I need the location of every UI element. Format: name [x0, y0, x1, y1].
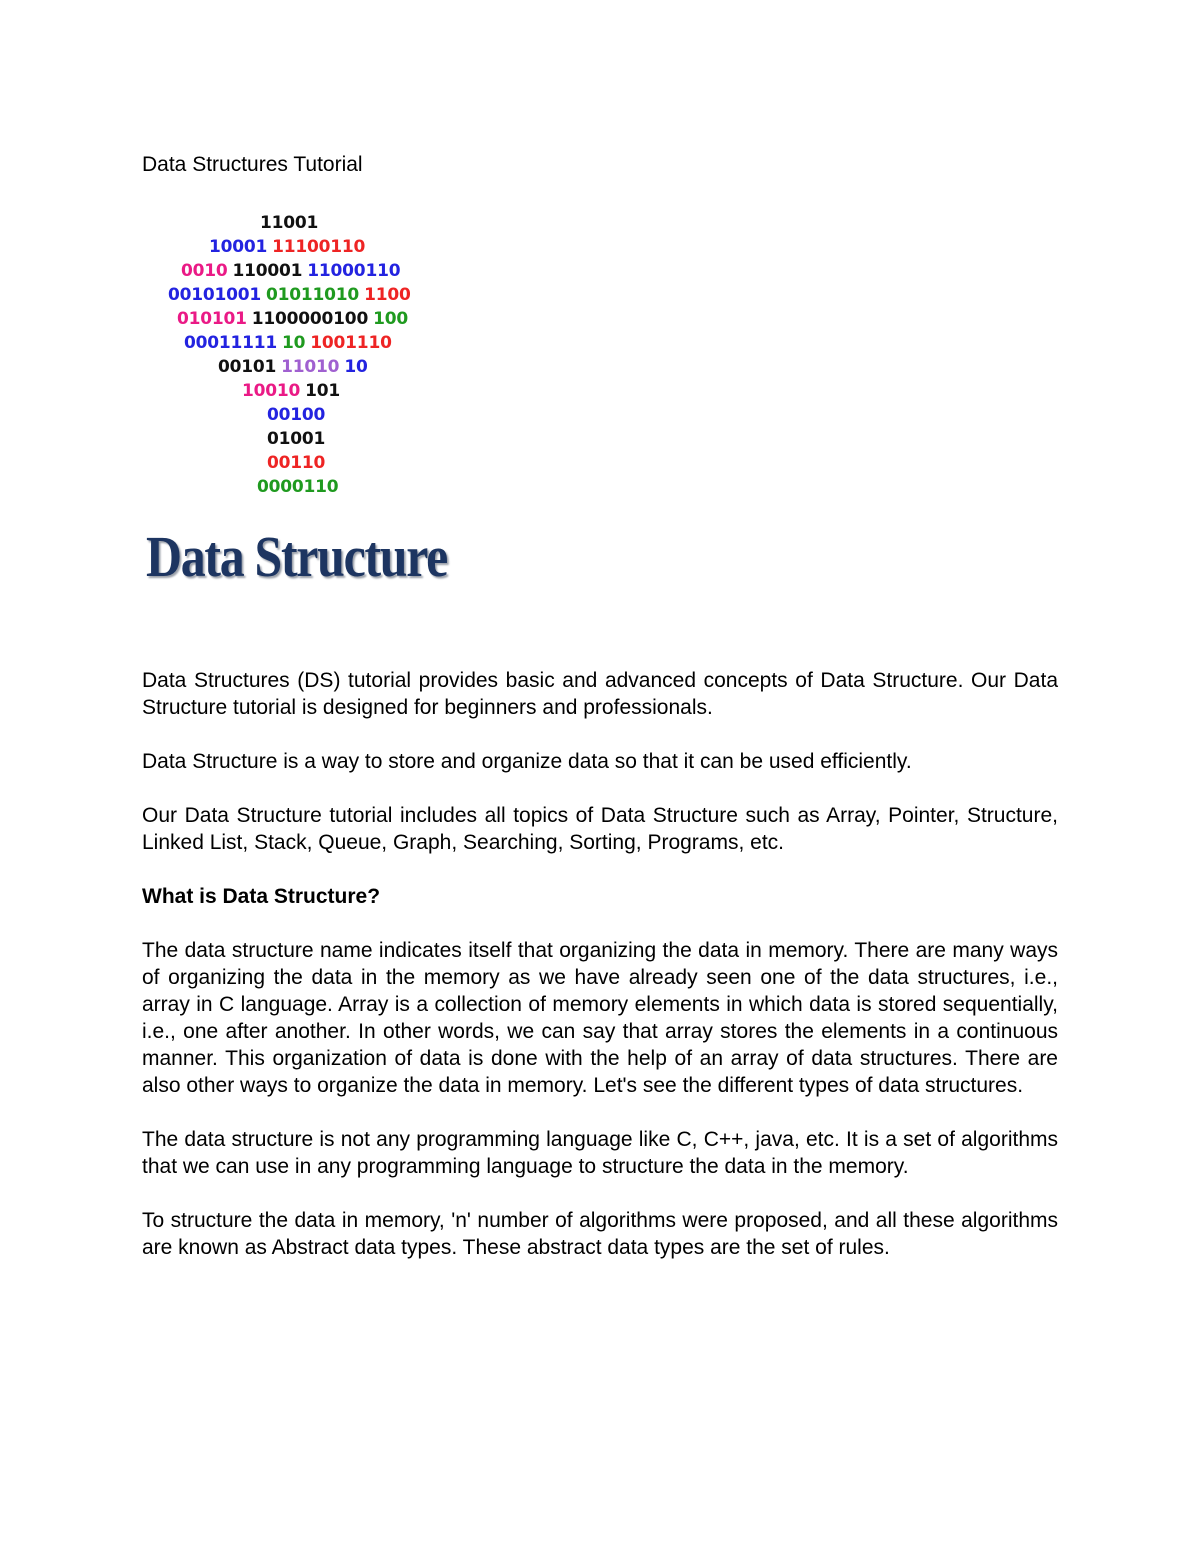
binary-token: 10	[282, 333, 306, 353]
binary-row	[184, 332, 392, 354]
intro-paragraph: Our Data Structure tutorial includes all topics of Data Structure such as Array, Pointer, Structure, Linked List, Stack, Queue, Graph, Searching, Sorting, Programs, etc.	[142, 804, 1058, 854]
binary-row	[218, 356, 368, 378]
binary-row	[267, 428, 325, 450]
binary-token: 1100000100	[251, 309, 369, 329]
binary-row	[257, 476, 338, 498]
binary-token: 00011111	[184, 333, 278, 353]
binary-token: 110001	[232, 261, 303, 281]
binary-token: 11001	[260, 213, 319, 233]
binary-token: 00100	[267, 405, 326, 425]
binary-token: 10001	[209, 237, 268, 257]
binary-token: 00110	[267, 453, 326, 473]
document-body	[142, 667, 1058, 1261]
binary-token: 11010	[281, 357, 340, 377]
binary-row	[181, 260, 400, 282]
binary-token: 100	[373, 309, 408, 329]
binary-token: 0010	[181, 261, 228, 281]
section-paragraph: To structure the data in memory, 'n' number of algorithms were proposed, and all these algorithms are known as Abstract data types. These abstract data types are the set of rules.	[142, 1209, 1058, 1259]
binary-token: 01001	[267, 429, 326, 449]
intro-paragraph: Data Structures (DS) tutorial provides basic and advanced concepts of Data Structure. Our Data Structure tutorial is designed for beginners and professionals.	[142, 669, 1058, 719]
intro-paragraph: Data Structure is a way to store and organize data so that it can be used efficiently.	[142, 750, 912, 773]
binary-token: 11000110	[307, 261, 401, 281]
binary-token: 010101	[177, 309, 247, 329]
binary-token: 1001110	[310, 333, 392, 353]
binary-token: 0000110	[257, 477, 339, 497]
section-heading: What is Data Structure?	[142, 885, 381, 908]
binary-token: 01011010	[266, 285, 360, 305]
binary-row	[168, 284, 411, 306]
document-page	[142, 150, 1058, 1288]
binary-token: 00101001	[168, 285, 262, 305]
binary-row	[267, 404, 325, 426]
binary-row	[267, 452, 325, 474]
binary-row	[242, 380, 340, 402]
section-paragraph: The data structure is not any programming language like C, C++, java, etc. It is a set of algorithms that we can use in any programming language to structure the data in the memory.	[142, 1128, 1058, 1178]
binary-row	[209, 236, 365, 258]
binary-row	[260, 212, 318, 234]
binary-token: 1100	[364, 285, 411, 305]
data-structure-logo: Data Structure	[146, 524, 448, 589]
binary-token: 101	[305, 381, 341, 401]
document-title: Data Structures Tutorial	[142, 153, 363, 176]
data-structure-figure	[142, 212, 562, 637]
binary-row	[177, 308, 408, 330]
binary-token: 10010	[242, 381, 301, 401]
binary-token: 00101	[218, 357, 277, 377]
binary-token: 11100110	[272, 237, 366, 257]
section-paragraph: The data structure name indicates itself that organizing the data in memory. There are many ways of organizing the data in the memory as we have already seen one of the data structures, i.e., array in C language. Array is a collection of memory elements in which data is stored sequentially, i.e., one after another. In other words, we can say that array stores the elements in a continuous manner. This organization of data is done with the help of an array of data structures. There are also other ways to organize the data in memory. Let's see the different types of data structures.	[142, 939, 1058, 1097]
binary-token: 10	[344, 357, 368, 377]
